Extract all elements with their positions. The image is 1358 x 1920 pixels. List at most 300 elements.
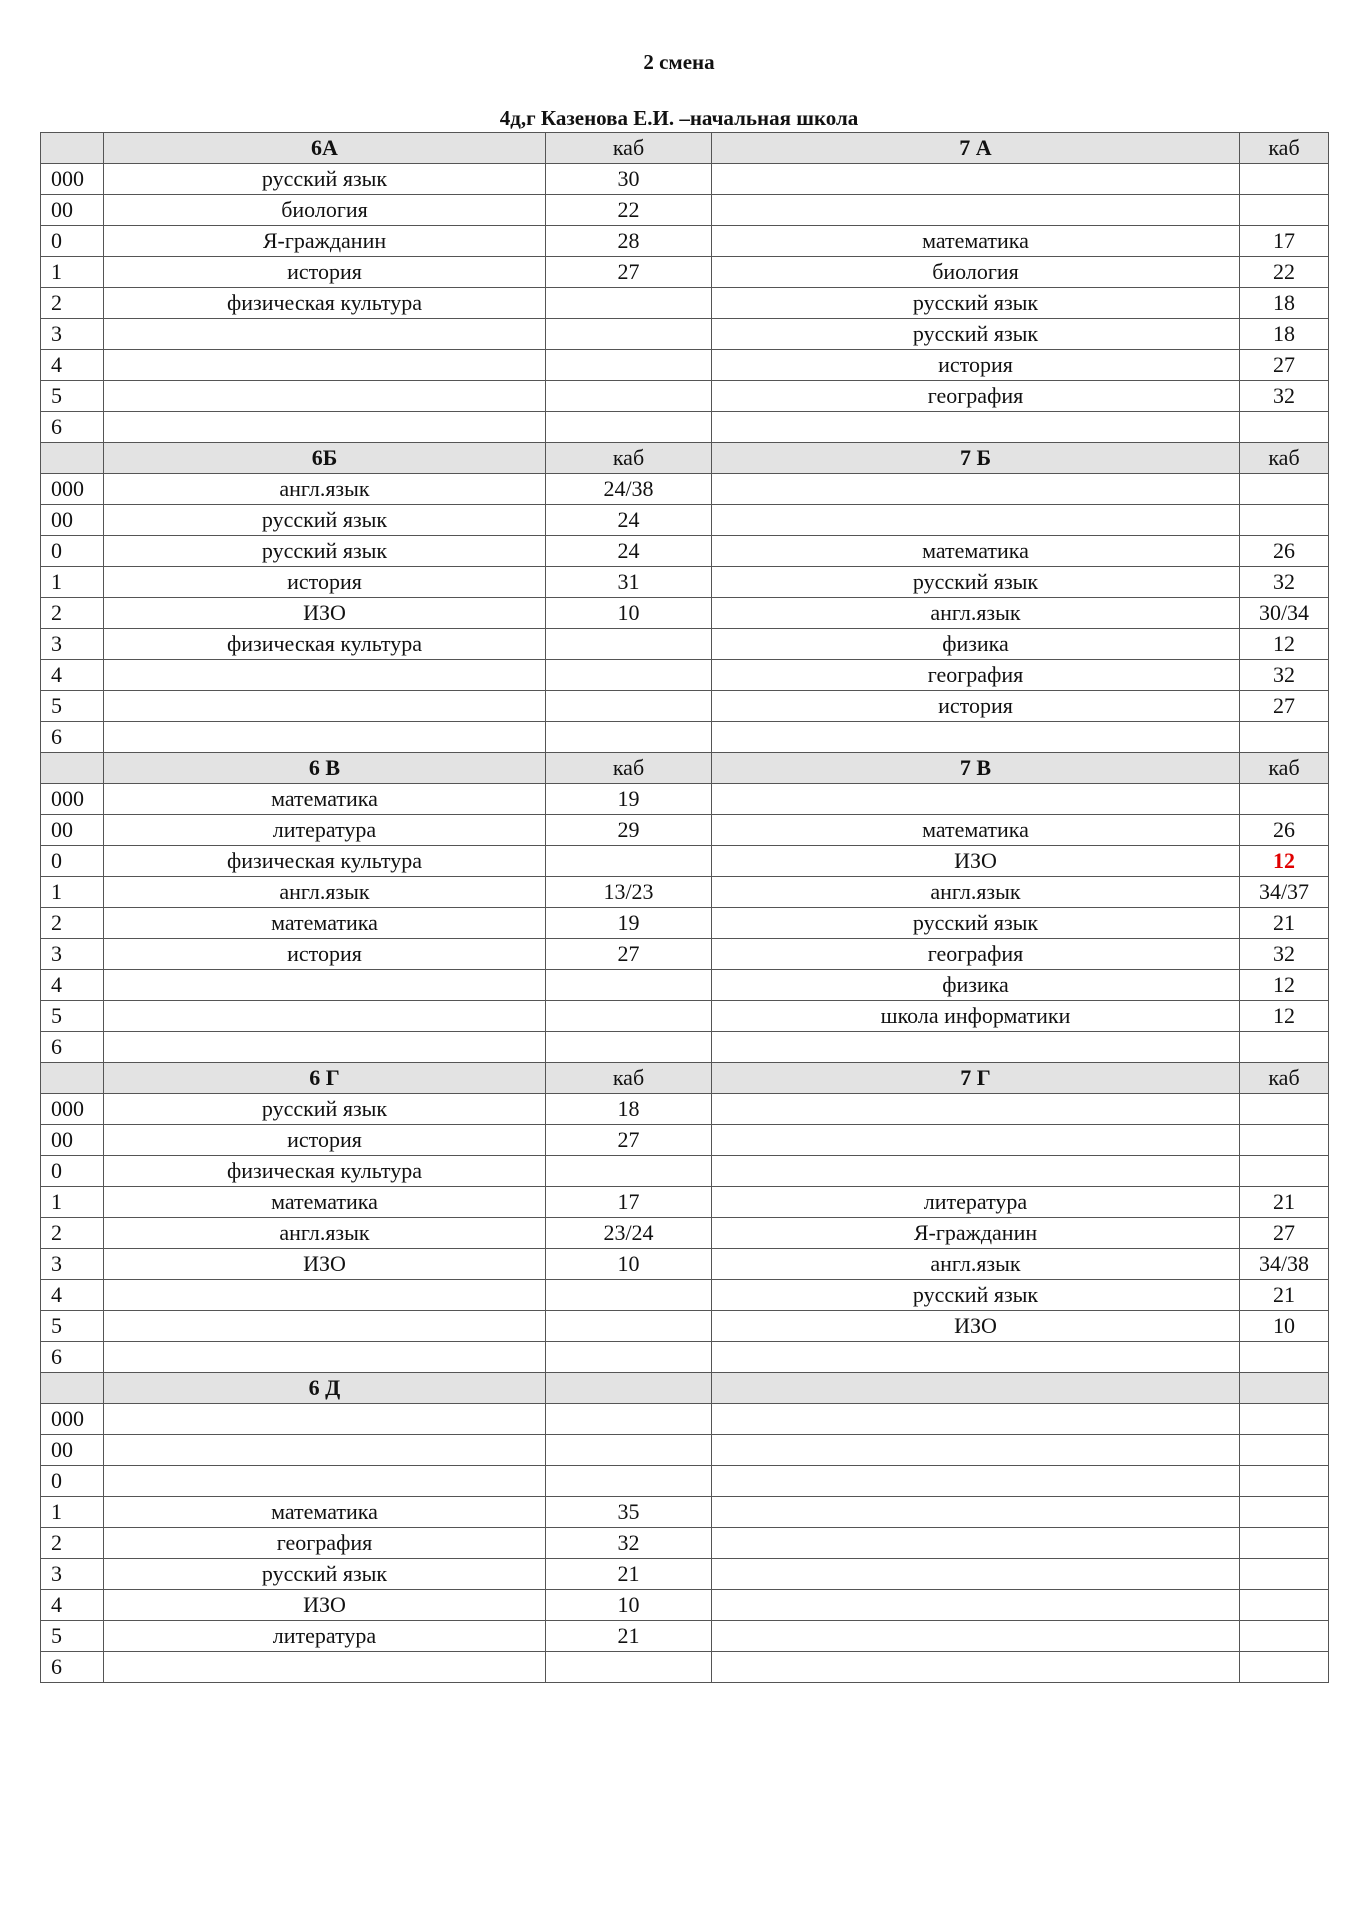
right-class-name xyxy=(712,1373,1240,1404)
right-room: 12 xyxy=(1240,629,1329,660)
left-room xyxy=(546,350,712,381)
left-room: 27 xyxy=(546,257,712,288)
right-subject xyxy=(712,1125,1240,1156)
right-subject: англ.язык xyxy=(712,877,1240,908)
left-room xyxy=(546,1032,712,1063)
right-subject: русский язык xyxy=(712,288,1240,319)
left-room: 32 xyxy=(546,1528,712,1559)
right-subject: биология xyxy=(712,257,1240,288)
right-room xyxy=(1240,784,1329,815)
left-subject: физическая культура xyxy=(104,1156,546,1187)
schedule-table xyxy=(40,132,1329,1683)
left-room-label: каб xyxy=(546,1063,712,1094)
left-subject: математика xyxy=(104,1497,546,1528)
right-room xyxy=(1240,1559,1329,1590)
right-subject: физика xyxy=(712,629,1240,660)
left-room: 10 xyxy=(546,598,712,629)
right-room xyxy=(1240,1466,1329,1497)
lesson-number: 3 xyxy=(41,1559,104,1590)
left-subject xyxy=(104,691,546,722)
right-subject: русский язык xyxy=(712,908,1240,939)
lesson-number: 00 xyxy=(41,1125,104,1156)
lesson-number: 3 xyxy=(41,319,104,350)
table-row xyxy=(41,1094,1329,1125)
class-header-row xyxy=(41,753,1329,784)
table-row xyxy=(41,257,1329,288)
lesson-number: 00 xyxy=(41,815,104,846)
table-row xyxy=(41,1497,1329,1528)
right-subject: география xyxy=(712,660,1240,691)
lesson-number: 5 xyxy=(41,691,104,722)
left-subject: физическая культура xyxy=(104,288,546,319)
right-room xyxy=(1240,722,1329,753)
right-subject: англ.язык xyxy=(712,598,1240,629)
lesson-number: 1 xyxy=(41,257,104,288)
left-class-name: 6А xyxy=(104,133,546,164)
left-room: 28 xyxy=(546,226,712,257)
left-class-name: 6 Д xyxy=(104,1373,546,1404)
left-room xyxy=(546,381,712,412)
right-subject xyxy=(712,1342,1240,1373)
right-subject xyxy=(712,1652,1240,1683)
right-subject xyxy=(712,1528,1240,1559)
left-room-label: каб xyxy=(546,753,712,784)
table-row xyxy=(41,505,1329,536)
lesson-number: 6 xyxy=(41,1652,104,1683)
lesson-number: 000 xyxy=(41,164,104,195)
table-row xyxy=(41,784,1329,815)
left-room: 10 xyxy=(546,1249,712,1280)
right-subject xyxy=(712,1094,1240,1125)
right-subject: школа информатики xyxy=(712,1001,1240,1032)
left-subject xyxy=(104,1404,546,1435)
left-subject xyxy=(104,319,546,350)
left-subject xyxy=(104,1001,546,1032)
table-row xyxy=(41,1404,1329,1435)
page-subtitle: 4д,г Казенова Е.И. –начальная школа xyxy=(499,106,859,130)
right-room: 18 xyxy=(1240,319,1329,350)
right-room xyxy=(1240,1621,1329,1652)
lesson-number: 6 xyxy=(41,1032,104,1063)
class-header-row xyxy=(41,1373,1329,1404)
table-row xyxy=(41,1156,1329,1187)
shift-title: 2 смена xyxy=(643,50,715,74)
left-subject: ИЗО xyxy=(104,1590,546,1621)
table-row xyxy=(41,1249,1329,1280)
table-row xyxy=(41,350,1329,381)
right-room xyxy=(1240,1590,1329,1621)
left-room: 13/23 xyxy=(546,877,712,908)
lesson-number: 000 xyxy=(41,784,104,815)
right-room: 27 xyxy=(1240,691,1329,722)
lesson-number: 000 xyxy=(41,474,104,505)
right-room-label: каб xyxy=(1240,133,1329,164)
right-room: 21 xyxy=(1240,1280,1329,1311)
right-subject xyxy=(712,1466,1240,1497)
right-room: 18 xyxy=(1240,288,1329,319)
right-subject: Я-гражданин xyxy=(712,1218,1240,1249)
lesson-number: 4 xyxy=(41,350,104,381)
lesson-number: 4 xyxy=(41,660,104,691)
left-subject xyxy=(104,1311,546,1342)
lesson-number: 2 xyxy=(41,1528,104,1559)
header-corner-cell xyxy=(41,753,104,784)
left-room: 27 xyxy=(546,1125,712,1156)
left-class-name: 6Б xyxy=(104,443,546,474)
left-subject: англ.язык xyxy=(104,474,546,505)
lesson-number: 1 xyxy=(41,567,104,598)
right-subject xyxy=(712,1559,1240,1590)
left-subject: англ.язык xyxy=(104,1218,546,1249)
left-subject xyxy=(104,970,546,1001)
right-room: 32 xyxy=(1240,381,1329,412)
right-subject xyxy=(712,1590,1240,1621)
left-room: 19 xyxy=(546,784,712,815)
table-row xyxy=(41,722,1329,753)
left-room xyxy=(546,1001,712,1032)
left-room: 24 xyxy=(546,505,712,536)
left-room-label: каб xyxy=(546,443,712,474)
left-room xyxy=(546,1311,712,1342)
left-subject xyxy=(104,1435,546,1466)
right-room: 21 xyxy=(1240,1187,1329,1218)
left-room: 10 xyxy=(546,1590,712,1621)
lesson-number: 4 xyxy=(41,1280,104,1311)
right-room: 17 xyxy=(1240,226,1329,257)
table-row xyxy=(41,1621,1329,1652)
lesson-number: 00 xyxy=(41,1435,104,1466)
right-subject: математика xyxy=(712,536,1240,567)
right-room: 32 xyxy=(1240,939,1329,970)
left-room xyxy=(546,288,712,319)
right-room-label: каб xyxy=(1240,753,1329,784)
lesson-number: 4 xyxy=(41,970,104,1001)
left-room: 24 xyxy=(546,536,712,567)
left-subject: русский язык xyxy=(104,1094,546,1125)
left-subject: история xyxy=(104,1125,546,1156)
left-room: 27 xyxy=(546,939,712,970)
right-room xyxy=(1240,164,1329,195)
lesson-number: 3 xyxy=(41,939,104,970)
right-subject xyxy=(712,1497,1240,1528)
left-room xyxy=(546,970,712,1001)
lesson-number: 3 xyxy=(41,1249,104,1280)
left-room xyxy=(546,319,712,350)
left-subject: физическая культура xyxy=(104,846,546,877)
left-subject: русский язык xyxy=(104,1559,546,1590)
table-row xyxy=(41,1280,1329,1311)
lesson-number: 0 xyxy=(41,226,104,257)
right-room: 32 xyxy=(1240,567,1329,598)
left-subject xyxy=(104,381,546,412)
table-row xyxy=(41,1311,1329,1342)
right-subject xyxy=(712,1435,1240,1466)
left-class-name: 6 В xyxy=(104,753,546,784)
lesson-number: 2 xyxy=(41,1218,104,1249)
left-room xyxy=(546,1404,712,1435)
left-room xyxy=(546,412,712,443)
lesson-number: 0 xyxy=(41,536,104,567)
table-row xyxy=(41,877,1329,908)
right-room: 12 xyxy=(1240,846,1329,877)
table-row xyxy=(41,1342,1329,1373)
lesson-number: 0 xyxy=(41,1466,104,1497)
right-subject xyxy=(712,1621,1240,1652)
right-room xyxy=(1240,1652,1329,1683)
table-row xyxy=(41,412,1329,443)
class-header-row xyxy=(41,1063,1329,1094)
table-row xyxy=(41,226,1329,257)
right-subject xyxy=(712,505,1240,536)
lesson-number: 000 xyxy=(41,1404,104,1435)
right-subject: математика xyxy=(712,226,1240,257)
right-subject: литература xyxy=(712,1187,1240,1218)
right-subject: русский язык xyxy=(712,1280,1240,1311)
table-row xyxy=(41,1466,1329,1497)
right-subject xyxy=(712,1404,1240,1435)
lesson-number: 4 xyxy=(41,1590,104,1621)
right-subject xyxy=(712,722,1240,753)
right-room xyxy=(1240,195,1329,226)
right-room xyxy=(1240,474,1329,505)
table-row xyxy=(41,629,1329,660)
right-class-name: 7 Г xyxy=(712,1063,1240,1094)
table-row xyxy=(41,567,1329,598)
left-subject xyxy=(104,1466,546,1497)
left-subject: математика xyxy=(104,908,546,939)
table-row xyxy=(41,660,1329,691)
lesson-number: 0 xyxy=(41,1156,104,1187)
left-subject: география xyxy=(104,1528,546,1559)
left-subject xyxy=(104,350,546,381)
right-room: 34/38 xyxy=(1240,1249,1329,1280)
left-room: 31 xyxy=(546,567,712,598)
right-room xyxy=(1240,1032,1329,1063)
left-subject: Я-гражданин xyxy=(104,226,546,257)
left-room: 35 xyxy=(546,1497,712,1528)
left-class-name: 6 Г xyxy=(104,1063,546,1094)
lesson-number: 1 xyxy=(41,1187,104,1218)
right-subject xyxy=(712,1032,1240,1063)
table-row xyxy=(41,319,1329,350)
table-row xyxy=(41,1125,1329,1156)
right-room xyxy=(1240,1125,1329,1156)
lesson-number: 6 xyxy=(41,722,104,753)
right-room-label: каб xyxy=(1240,443,1329,474)
right-subject: математика xyxy=(712,815,1240,846)
table-row xyxy=(41,1435,1329,1466)
table-row xyxy=(41,1528,1329,1559)
table-row xyxy=(41,939,1329,970)
left-subject xyxy=(104,1032,546,1063)
right-subject xyxy=(712,1156,1240,1187)
right-subject xyxy=(712,195,1240,226)
left-subject xyxy=(104,722,546,753)
table-row xyxy=(41,815,1329,846)
left-room xyxy=(546,1435,712,1466)
right-class-name: 7 В xyxy=(712,753,1240,784)
right-room: 26 xyxy=(1240,815,1329,846)
right-class-name: 7 Б xyxy=(712,443,1240,474)
lesson-number: 3 xyxy=(41,629,104,660)
left-subject xyxy=(104,412,546,443)
class-header-row xyxy=(41,443,1329,474)
table-row xyxy=(41,691,1329,722)
table-row xyxy=(41,381,1329,412)
left-subject: русский язык xyxy=(104,164,546,195)
header-corner-cell xyxy=(41,133,104,164)
right-subject xyxy=(712,784,1240,815)
left-subject: история xyxy=(104,567,546,598)
right-room xyxy=(1240,1156,1329,1187)
table-row xyxy=(41,846,1329,877)
lesson-number: 2 xyxy=(41,908,104,939)
left-room-label: каб xyxy=(546,133,712,164)
table-row xyxy=(41,1559,1329,1590)
right-room xyxy=(1240,412,1329,443)
left-subject: англ.язык xyxy=(104,877,546,908)
left-subject xyxy=(104,660,546,691)
table-row xyxy=(41,288,1329,319)
left-subject: математика xyxy=(104,784,546,815)
left-room: 21 xyxy=(546,1559,712,1590)
right-room xyxy=(1240,505,1329,536)
left-room xyxy=(546,660,712,691)
lesson-number: 5 xyxy=(41,1621,104,1652)
left-subject: русский язык xyxy=(104,536,546,567)
left-room xyxy=(546,722,712,753)
table-row xyxy=(41,1218,1329,1249)
left-subject xyxy=(104,1280,546,1311)
table-row xyxy=(41,970,1329,1001)
left-room xyxy=(546,1156,712,1187)
header-corner-cell xyxy=(41,1373,104,1404)
header-corner-cell xyxy=(41,443,104,474)
left-subject: история xyxy=(104,939,546,970)
table-row xyxy=(41,908,1329,939)
right-room: 12 xyxy=(1240,1001,1329,1032)
right-subject xyxy=(712,412,1240,443)
left-room-label xyxy=(546,1373,712,1404)
right-subject: история xyxy=(712,691,1240,722)
right-subject: география xyxy=(712,939,1240,970)
left-room xyxy=(546,846,712,877)
lesson-number: 000 xyxy=(41,1094,104,1125)
left-room xyxy=(546,629,712,660)
lesson-number: 5 xyxy=(41,1001,104,1032)
left-subject: история xyxy=(104,257,546,288)
left-room xyxy=(546,1342,712,1373)
lesson-number: 00 xyxy=(41,505,104,536)
table-row xyxy=(41,1032,1329,1063)
right-room xyxy=(1240,1497,1329,1528)
table-row xyxy=(41,474,1329,505)
table-row xyxy=(41,1001,1329,1032)
right-subject: география xyxy=(712,381,1240,412)
table-row xyxy=(41,598,1329,629)
right-subject: ИЗО xyxy=(712,846,1240,877)
left-room xyxy=(546,1466,712,1497)
right-room: 32 xyxy=(1240,660,1329,691)
right-subject: физика xyxy=(712,970,1240,1001)
left-room: 18 xyxy=(546,1094,712,1125)
left-subject: русский язык xyxy=(104,505,546,536)
left-subject xyxy=(104,1652,546,1683)
right-room: 12 xyxy=(1240,970,1329,1001)
left-subject: биология xyxy=(104,195,546,226)
class-header-row xyxy=(41,133,1329,164)
left-room xyxy=(546,1652,712,1683)
left-subject: ИЗО xyxy=(104,598,546,629)
lesson-number: 6 xyxy=(41,412,104,443)
right-subject: русский язык xyxy=(712,319,1240,350)
lesson-number: 1 xyxy=(41,1497,104,1528)
left-room: 19 xyxy=(546,908,712,939)
right-room-label: каб xyxy=(1240,1063,1329,1094)
header-corner-cell xyxy=(41,1063,104,1094)
table-row xyxy=(41,1187,1329,1218)
left-room xyxy=(546,691,712,722)
right-subject: русский язык xyxy=(712,567,1240,598)
left-room xyxy=(546,1280,712,1311)
lesson-number: 0 xyxy=(41,846,104,877)
left-room: 29 xyxy=(546,815,712,846)
left-room: 23/24 xyxy=(546,1218,712,1249)
right-subject: история xyxy=(712,350,1240,381)
right-subject xyxy=(712,474,1240,505)
left-subject: математика xyxy=(104,1187,546,1218)
table-row xyxy=(41,1652,1329,1683)
right-subject: ИЗО xyxy=(712,1311,1240,1342)
table-row xyxy=(41,1590,1329,1621)
right-room: 10 xyxy=(1240,1311,1329,1342)
right-room xyxy=(1240,1435,1329,1466)
right-room xyxy=(1240,1094,1329,1125)
right-room xyxy=(1240,1404,1329,1435)
right-room: 21 xyxy=(1240,908,1329,939)
right-room: 27 xyxy=(1240,1218,1329,1249)
lesson-number: 00 xyxy=(41,195,104,226)
lesson-number: 5 xyxy=(41,381,104,412)
right-room-label xyxy=(1240,1373,1329,1404)
right-room xyxy=(1240,1528,1329,1559)
left-room: 17 xyxy=(546,1187,712,1218)
left-room: 24/38 xyxy=(546,474,712,505)
lesson-number: 2 xyxy=(41,598,104,629)
right-room: 27 xyxy=(1240,350,1329,381)
right-subject: англ.язык xyxy=(712,1249,1240,1280)
left-subject: физическая культура xyxy=(104,629,546,660)
left-subject xyxy=(104,1342,546,1373)
left-subject: литература xyxy=(104,1621,546,1652)
lesson-number: 5 xyxy=(41,1311,104,1342)
lesson-number: 6 xyxy=(41,1342,104,1373)
table-row xyxy=(41,164,1329,195)
right-room: 26 xyxy=(1240,536,1329,567)
lesson-number: 2 xyxy=(41,288,104,319)
right-room: 34/37 xyxy=(1240,877,1329,908)
left-room: 22 xyxy=(546,195,712,226)
right-room: 22 xyxy=(1240,257,1329,288)
right-room: 30/34 xyxy=(1240,598,1329,629)
left-room: 30 xyxy=(546,164,712,195)
lesson-number: 1 xyxy=(41,877,104,908)
left-subject: ИЗО xyxy=(104,1249,546,1280)
table-row xyxy=(41,536,1329,567)
left-subject: литература xyxy=(104,815,546,846)
table-row xyxy=(41,195,1329,226)
left-room: 21 xyxy=(546,1621,712,1652)
